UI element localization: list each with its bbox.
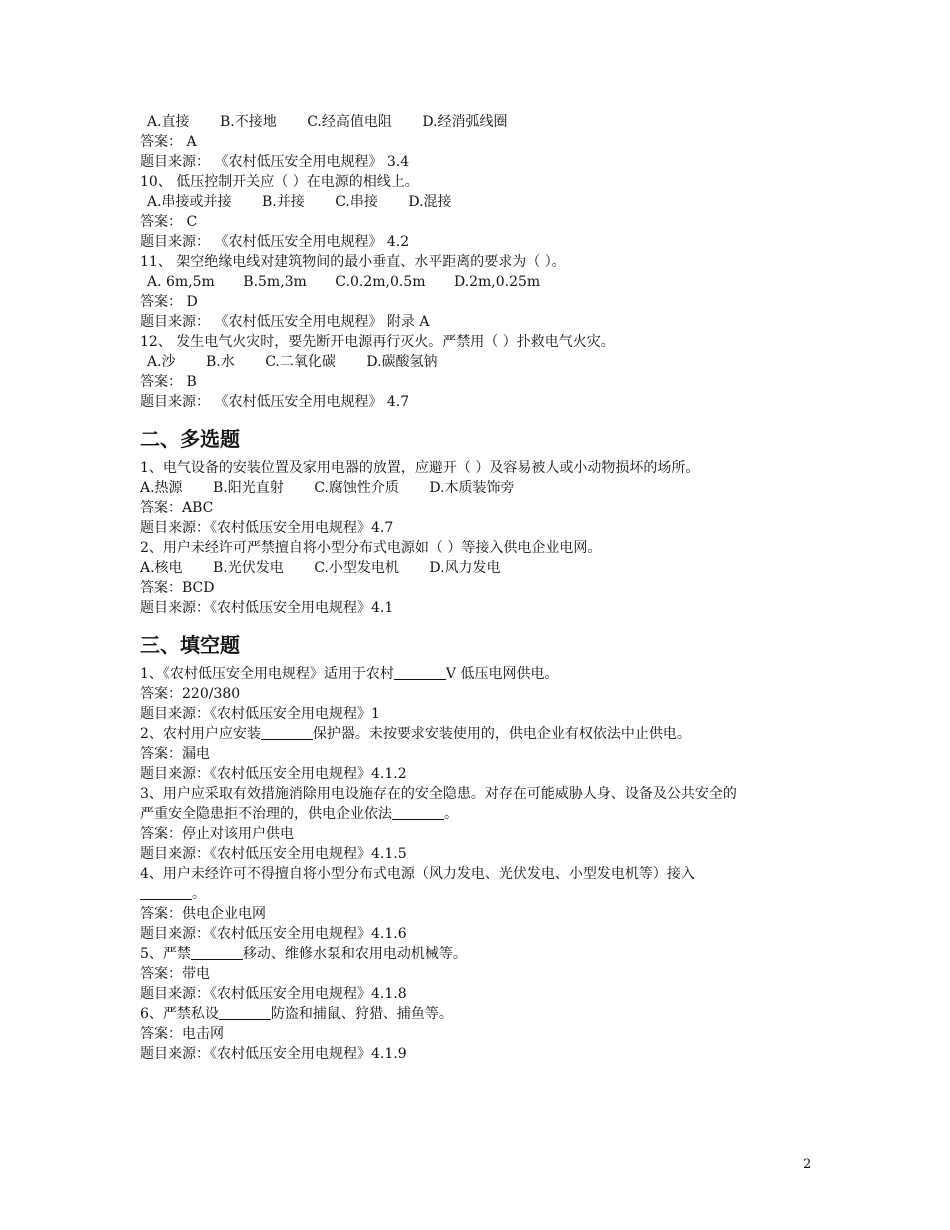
mc-q2-text: 2、用户未经许可严禁擅自将小型分布式电源如（ ）等接入供电企业电网。 [140,540,602,556]
text: 。 [444,806,458,822]
option: B.并接 [262,194,305,210]
option: D.木质装饰旁 [429,480,515,496]
fill-q5-answer: 答案：带电 [140,966,210,982]
fill-q2-answer: 答案：漏电 [140,746,210,762]
option: A.热源 [140,480,183,496]
q9-options [140,112,820,132]
q10-text: 10、 低压控制开关应（ ）在电源的相线上。 [140,174,419,190]
text: 移动、维修水泵和农用电动机械等。 [242,946,467,962]
fill-q1-source: 题目来源：《农村低压安全用电规程》1 [140,706,380,722]
answer-blank [394,665,446,680]
option: C.串接 [335,194,378,210]
q12-source: 题目来源： 《农村低压安全用电规程》 4.7 [140,394,410,410]
text: 保护器。未按要求安装使用的，供电企业有权依法中止供电。 [312,726,691,742]
fill-q5-text [140,944,820,964]
option: C.腐蚀性介质 [314,480,399,496]
option: B.5m,3m [243,274,307,290]
mc-q2-source: 题目来源：《农村低压安全用电规程》4.1 [140,600,394,616]
q9-source: 题目来源： 《农村低压安全用电规程》 3.4 [140,154,410,170]
option: C.0.2m,0.5m [335,274,426,290]
mc-q2-answer: 答案：BCD [140,580,215,596]
q10-answer: 答案： C [140,214,198,230]
mc-q1-source: 题目来源：《农村低压安全用电规程》4.7 [140,520,394,536]
section-heading-fill-in: 三、填空题 [140,633,240,657]
fill-q2-source: 题目来源：《农村低压安全用电规程》4.1.2 [140,766,407,782]
fill-q1-text [140,664,820,684]
option: A.直接 [147,114,190,130]
mc-q1-options [140,478,820,498]
fill-q6-source: 题目来源：《农村低压安全用电规程》4.1.9 [140,1046,407,1062]
option: A.沙 [147,354,176,370]
answer-blank [392,805,444,820]
option: D.混接 [408,194,452,210]
q12-options [140,352,820,372]
answer-blank [219,1005,271,1020]
page-number: 2 [803,1157,812,1172]
option: C.二氧化碳 [265,354,336,370]
option: A. 6m,5m [147,274,215,290]
text: 5、严禁 [140,946,191,962]
text: 防盗和捕鼠、狩猎、捕鱼等。 [270,1006,453,1022]
option: A.串接或并接 [147,194,232,210]
fill-q4-answer: 答案：供电企业电网 [140,906,266,922]
q9-answer: 答案： A [140,134,197,150]
fill-q4-source: 题目来源：《农村低压安全用电规程》4.1.6 [140,926,407,942]
text: 2、农村用户应安装 [140,726,261,742]
q12-answer: 答案： B [140,374,197,390]
mc-q1-answer: 答案：ABC [140,500,214,516]
section-heading-multiple-choice: 二、多选题 [140,427,240,451]
fill-q3-answer: 答案：停止对该用户供电 [140,826,294,842]
fill-q4-line2 [140,884,820,904]
q11-answer: 答案： D [140,294,198,310]
option: D.风力发电 [429,560,501,576]
answer-blank [191,945,243,960]
fill-q2-text [140,724,820,744]
answer-blank [261,725,313,740]
q11-text: 11、 架空绝缘电线对建筑物间的最小垂直、水平距离的要求为（ ）。 [140,254,566,270]
option: B.阳光直射 [213,480,284,496]
option: B.水 [206,354,235,370]
option: C.经高值电阻 [307,114,392,130]
option: C.小型发电机 [314,560,399,576]
text: 严重安全隐患拒不治理的，供电企业依法 [140,806,392,822]
text: 6、严禁私设 [140,1006,219,1022]
option: B.光伏发电 [213,560,284,576]
q11-options [140,272,820,292]
q11-source: 题目来源： 《农村低压安全用电规程》 附录 A [140,314,430,330]
fill-q3-line1: 3、用户应采取有效措施消除用电设施存在的安全隐患。对存在可能威胁人身、设备及公共安全的 [140,786,737,802]
option: D.2m,0.25m [453,274,541,290]
text: 1、《农村低压安全用电规程》适用于农村 [140,666,394,682]
fill-q6-answer: 答案：电击网 [140,1026,224,1042]
mc-q2-options [140,558,820,578]
option: B.不接地 [220,114,277,130]
answer-blank [140,885,192,900]
text: 。 [192,886,206,902]
fill-q5-source: 题目来源：《农村低压安全用电规程》4.1.8 [140,986,407,1002]
q10-source: 题目来源： 《农村低压安全用电规程》 4.2 [140,234,410,250]
document-page [140,112,820,1064]
fill-q3-line2 [140,804,820,824]
fill-q3-source: 题目来源：《农村低压安全用电规程》4.1.5 [140,846,407,862]
fill-q1-answer: 答案：220/380 [140,686,241,702]
option: D.碳酸氢钠 [366,354,438,370]
text: V 低压电网供电。 [445,666,559,682]
fill-q6-text [140,1004,820,1024]
q10-options [140,192,820,212]
option: A.核电 [140,560,183,576]
mc-q1-text: 1、电气设备的安装位置及家用电器的放置，应避开（ ）及容易被人或小动物损坏的场所。 [140,460,700,476]
fill-q4-line1: 4、用户未经许可不得擅自将小型分布式电源（风力发电、光伏发电、小型发电机等）接入 [140,866,695,882]
option: D.经消弧线圈 [422,114,508,130]
q12-text: 12、 发生电气火灾时，要先断开电源再行灭火。严禁用（ ）扑救电气火灾。 [140,334,615,350]
